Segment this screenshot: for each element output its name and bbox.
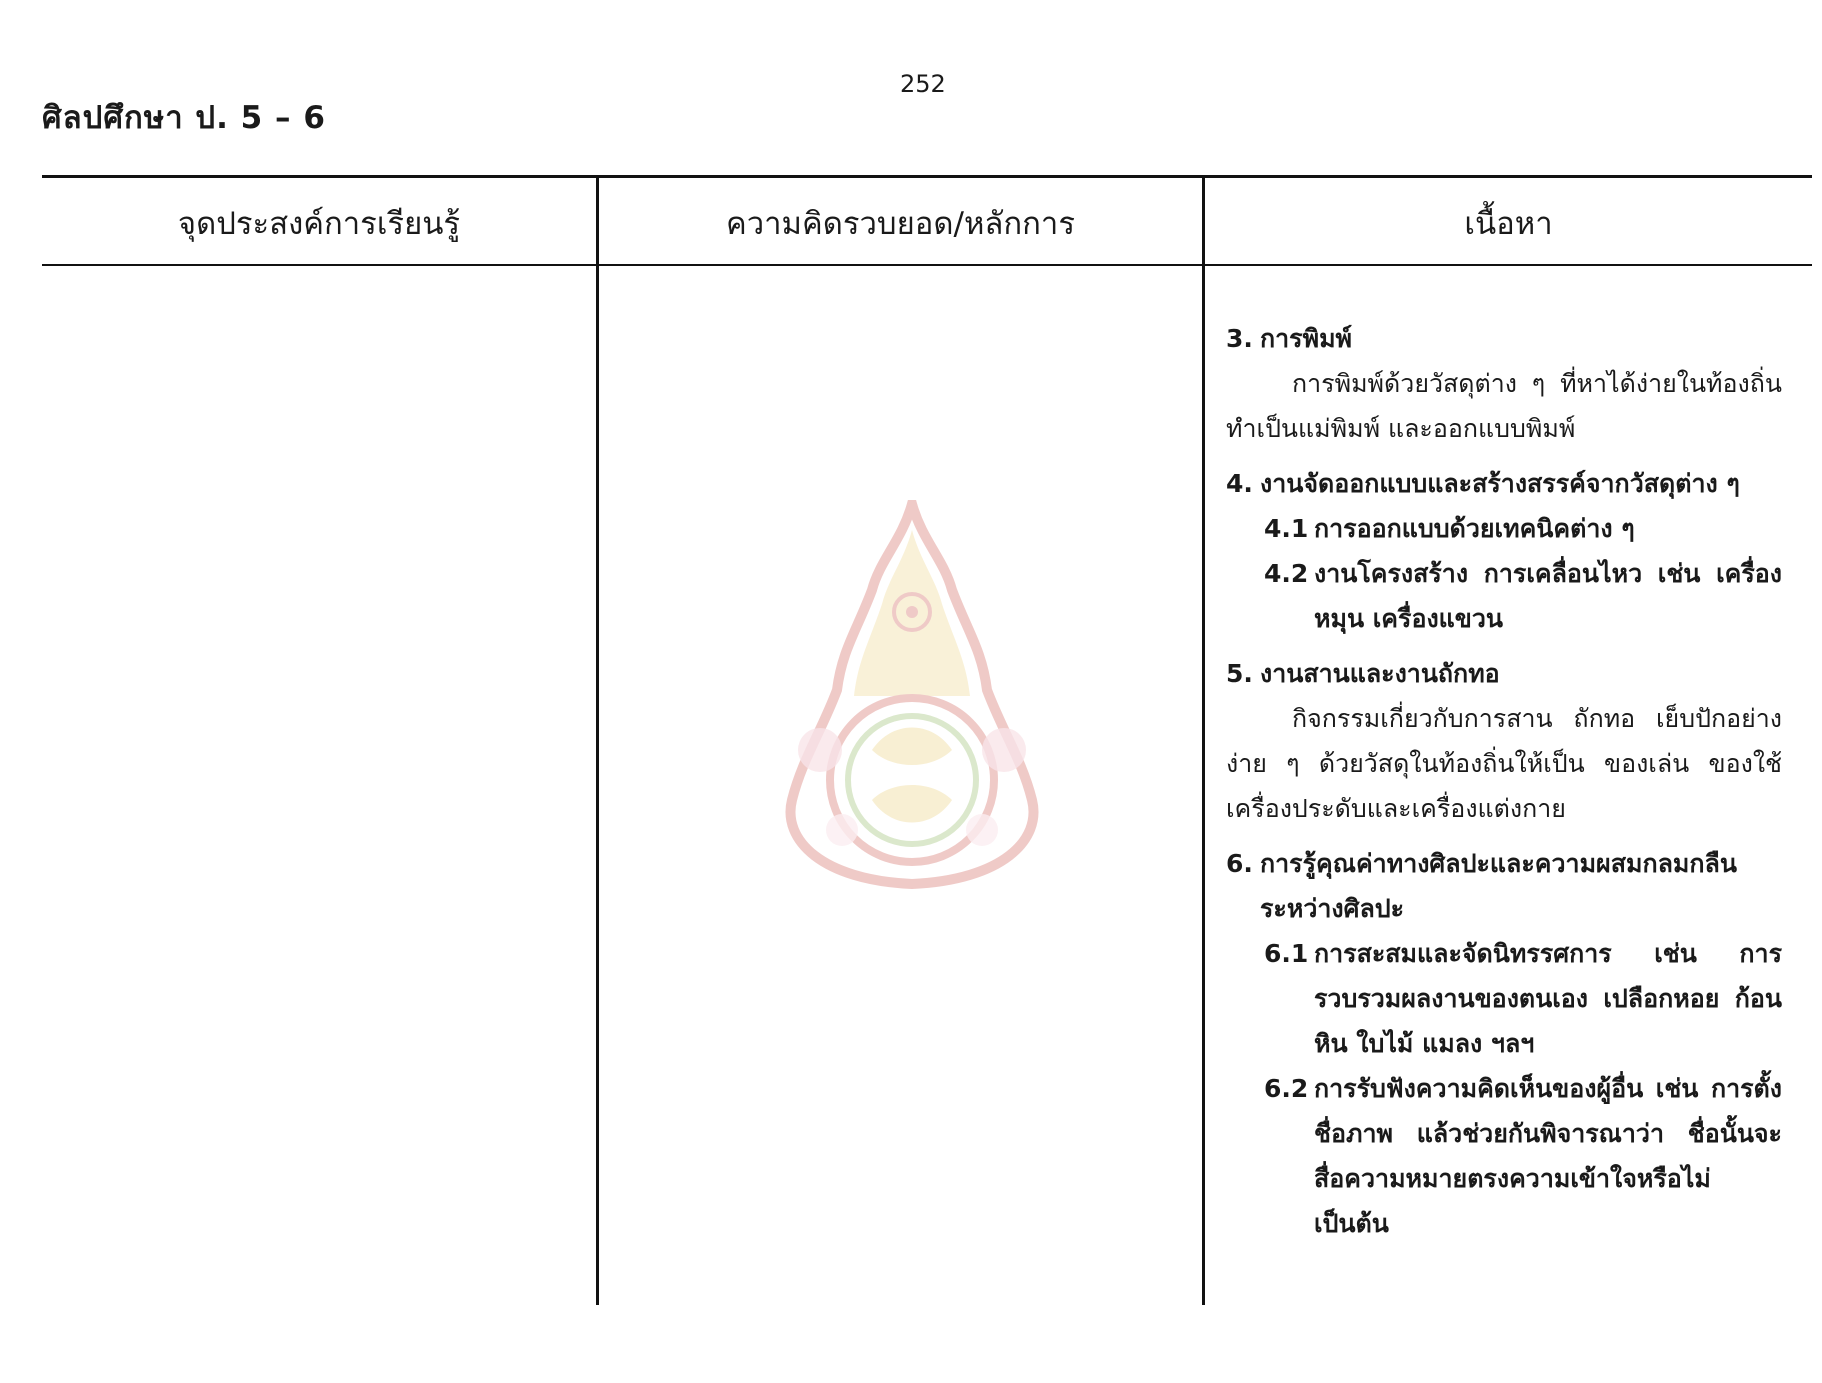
- item-text: การออกแบบด้วยเทคนิคต่าง ๆ: [1314, 514, 1635, 543]
- column-divider-2: [1202, 175, 1205, 1305]
- column-header-content: เนื้อหา: [1464, 206, 1553, 242]
- section-title-text: งานจัดออกแบบและสร้างสรรค์จากวัสดุต่าง ๆ: [1260, 469, 1740, 498]
- section-3-title: [1226, 316, 1782, 361]
- item-text: การสะสมและจัดนิทรรศการ เช่น การรวบรวมผลงานของตนเอง เปลือกหอย ก้อนหิน ใบไม้ แมลง ฯลฯ: [1314, 939, 1782, 1058]
- list-item: [1264, 1066, 1782, 1246]
- item-number: 6.1: [1264, 939, 1309, 968]
- section-number: 4.: [1226, 469, 1253, 498]
- section-title-text: การพิมพ์: [1260, 324, 1353, 353]
- section-number: 5.: [1226, 659, 1253, 688]
- section-5-body: [1226, 696, 1782, 831]
- item-number: 4.2: [1264, 559, 1309, 588]
- list-item: [1264, 506, 1782, 551]
- item-number: 4.1: [1264, 514, 1309, 543]
- item-text: การรับฟังความคิดเห็นของผู้อื่น เช่น การตั้งชื่อภาพ แล้วช่วยกันพิจารณาว่า ชื่อนั้นจะสื่อความหมายตรงความเข้าใจหรือไม่ เป็นต้น: [1314, 1074, 1782, 1238]
- content-column: [1226, 312, 1782, 1246]
- column-header-concept: ความคิดรวบยอด/หลักการ: [726, 206, 1075, 242]
- column-header-objectives: จุดประสงค์การเรียนรู้: [177, 206, 461, 242]
- subject-header: ศิลปศึกษา ป. 5 – 6: [42, 100, 326, 136]
- section-5-title: [1226, 651, 1782, 696]
- section-4-title: [1226, 461, 1782, 506]
- section-6-title: [1226, 841, 1782, 931]
- section-number: 3.: [1226, 324, 1253, 353]
- item-text: งานโครงสร้าง การเคลื่อนไหว เช่น เครื่องหมุน เครื่องแขวน: [1314, 559, 1782, 633]
- section-body-text: การพิมพ์ด้วยวัสดุต่าง ๆ ที่หาได้ง่ายในท้องถิ่น ทำเป็นแม่พิมพ์ และออกแบบพิมพ์: [1226, 369, 1782, 443]
- office-of-basic-education-commission-emblem-icon: [762, 500, 1062, 890]
- list-item: [1264, 551, 1782, 641]
- section-number: 6.: [1226, 849, 1253, 878]
- section-3-body: [1226, 361, 1782, 451]
- section-body-text: กิจกรรมเกี่ยวกับการสาน ถักทอ เย็บปักอย่างง่าย ๆ ด้วยวัสดุในท้องถิ่นให้เป็น ของเล่น ของใช้ เครื่องประดับและเครื่องแต่งกาย: [1226, 704, 1782, 823]
- section-title-text: งานสานและงานถักทอ: [1260, 659, 1500, 688]
- list-item: [1264, 931, 1782, 1066]
- page-number: 252: [900, 70, 946, 98]
- item-number: 6.2: [1264, 1074, 1309, 1103]
- table-top-rule: [42, 175, 1812, 178]
- section-title-continuation: ระหว่างศิลปะ: [1260, 894, 1405, 923]
- section-title-text: การรู้คุณค่าทางศิลปะและความผสมกลมกลืน: [1260, 849, 1737, 878]
- table-header-rule: [42, 264, 1812, 266]
- column-divider-1: [596, 175, 599, 1305]
- emblem-watermark: [762, 500, 1062, 890]
